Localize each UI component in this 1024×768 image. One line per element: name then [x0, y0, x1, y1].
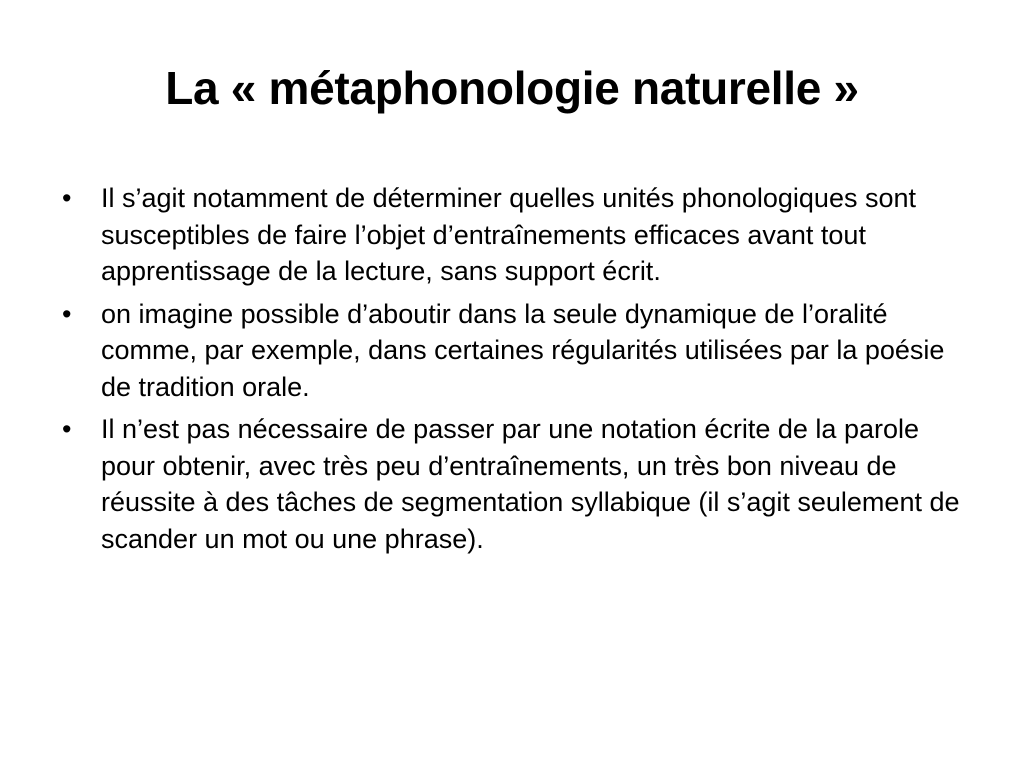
bullet-list — [58, 180, 970, 563]
bullet-dot-icon: • — [62, 298, 72, 329]
bullet-item-2 — [58, 296, 970, 406]
bullet-item-3 — [58, 411, 970, 557]
bullet-text: Il n’est pas nécessaire de passer par une notation écrite de la parole pour obtenir, avec très peu d’entraînements, un très bon niveau de réussite à des tâches de segmentation syllabique (il s’agit seulement de scander un mot ou une phrase). — [101, 414, 960, 554]
slide-title: La « métaphonologie naturelle » — [165, 62, 859, 114]
bullet-dot-icon: • — [62, 183, 72, 213]
bullet-item-1 — [58, 180, 970, 290]
bullet-text: Il s’agit notamment de déterminer quelles unités phonologiques sont susceptibles de faire l’objet d’entraînements efficaces avant tout apprentissage de la lecture, sans support écrit. — [101, 183, 916, 286]
bullet-dot-icon: • — [62, 414, 72, 444]
bullet-text: on imagine possible d’aboutir dans la seule dynamique de l’oralité comme, par exemple, dans certaines régularités utilisées par la poésie de tradition orale. — [101, 298, 945, 402]
